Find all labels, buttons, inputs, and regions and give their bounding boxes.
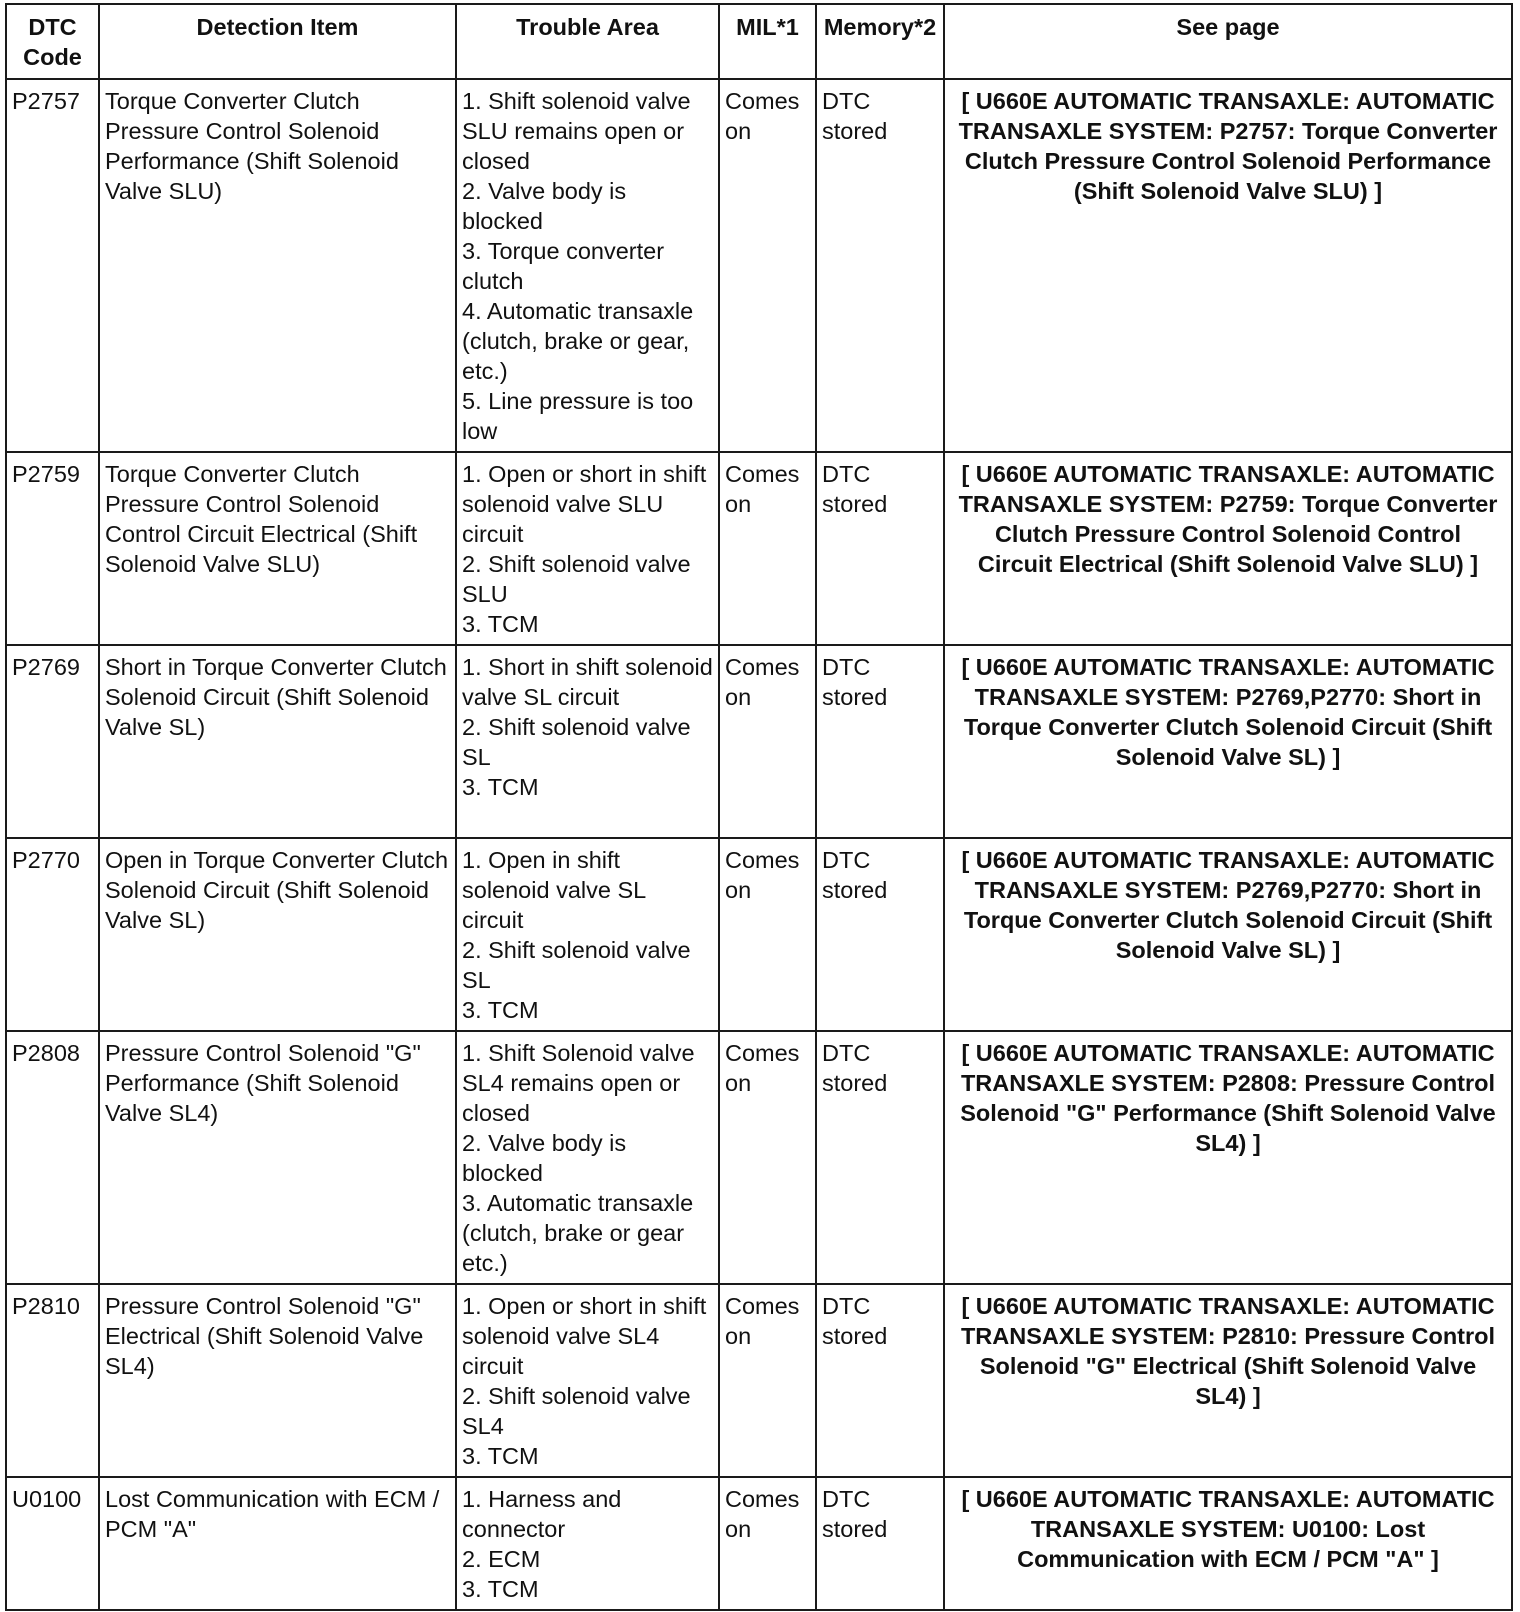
header-detection-item: Detection Item — [99, 4, 456, 79]
dtc-code-cell: P2757 — [6, 79, 99, 452]
dtc-code-cell: P2770 — [6, 838, 99, 1031]
trouble-area-line: 3. TCM — [462, 1443, 539, 1469]
trouble-area-line: 3. Automatic transaxle (clutch, brake or gear etc.) — [462, 1190, 694, 1276]
mil-cell: Comes on — [719, 1477, 816, 1610]
trouble-area-cell — [456, 1031, 719, 1284]
trouble-area-cell — [456, 645, 719, 838]
trouble-area-line: 1. Open in shift solenoid valve SL circuit — [462, 847, 646, 933]
table-row — [6, 645, 1512, 838]
detection-item-cell: Short in Torque Converter Clutch Solenoid Circuit (Shift Solenoid Valve SL) — [99, 645, 456, 838]
trouble-area-line: 4. Automatic transaxle (clutch, brake or gear, etc.) — [462, 298, 694, 384]
memory-cell: DTC stored — [816, 1284, 944, 1477]
dtc-code-cell: U0100 — [6, 1477, 99, 1610]
header-dtc-code: DTC Code — [6, 4, 99, 79]
mil-cell: Comes on — [719, 452, 816, 645]
detection-item-cell: Torque Converter Clutch Pressure Control Solenoid Performance (Shift Solenoid Valve SLU) — [99, 79, 456, 452]
trouble-area-cell — [456, 1477, 719, 1610]
see-page-link[interactable]: [ U660E AUTOMATIC TRANSAXLE: AUTOMATIC TRANSAXLE SYSTEM: U0100: Lost Communication with ECM / PCM "A" ] — [944, 1477, 1512, 1610]
dtc-code-cell: P2808 — [6, 1031, 99, 1284]
trouble-area-line: 2. Shift solenoid valve SL4 — [462, 1383, 691, 1439]
memory-cell: DTC stored — [816, 838, 944, 1031]
see-page-link[interactable]: [ U660E AUTOMATIC TRANSAXLE: AUTOMATIC TRANSAXLE SYSTEM: P2810: Pressure Control Solenoid "G" Electrical (Shift Solenoid Valve SL4) ] — [944, 1284, 1512, 1477]
detection-item-cell: Lost Communication with ECM / PCM "A" — [99, 1477, 456, 1610]
trouble-area-line: 1. Shift solenoid valve SLU remains open or closed — [462, 88, 691, 174]
trouble-area-line: 5. Line pressure is too low — [462, 388, 694, 444]
detection-item-cell: Pressure Control Solenoid "G" Performance (Shift Solenoid Valve SL4) — [99, 1031, 456, 1284]
trouble-area-line: 2. Shift solenoid valve SLU — [462, 551, 691, 607]
mil-cell: Comes on — [719, 645, 816, 838]
trouble-area-line: 1. Shift Solenoid valve SL4 remains open or closed — [462, 1040, 695, 1126]
trouble-area-line: 3. TCM — [462, 611, 539, 637]
see-page-link[interactable]: [ U660E AUTOMATIC TRANSAXLE: AUTOMATIC TRANSAXLE SYSTEM: P2757: Torque Converter Clutch Pressure Control Solenoid Performance (Shift Solenoid Valve SLU) ] — [944, 79, 1512, 452]
dtc-code-cell: P2759 — [6, 452, 99, 645]
table-row — [6, 838, 1512, 1031]
see-page-link[interactable]: [ U660E AUTOMATIC TRANSAXLE: AUTOMATIC TRANSAXLE SYSTEM: P2808: Pressure Control Solenoid "G" Performance (Shift Solenoid Valve SL4) ] — [944, 1031, 1512, 1284]
header-memory: Memory*2 — [816, 4, 944, 79]
dtc-code-cell: P2810 — [6, 1284, 99, 1477]
header-trouble-area: Trouble Area — [456, 4, 719, 79]
dtc-code-cell: P2769 — [6, 645, 99, 838]
trouble-area-line: 2. ECM — [462, 1546, 541, 1572]
mil-cell: Comes on — [719, 79, 816, 452]
table-row — [6, 1031, 1512, 1284]
trouble-area-line: 2. Shift solenoid valve SL — [462, 937, 691, 993]
see-page-link[interactable]: [ U660E AUTOMATIC TRANSAXLE: AUTOMATIC TRANSAXLE SYSTEM: P2759: Torque Converter Clutch Pressure Control Solenoid Control Circuit Electrical (Shift Solenoid Valve SLU) ] — [944, 452, 1512, 645]
detection-item-cell: Open in Torque Converter Clutch Solenoid Circuit (Shift Solenoid Valve SL) — [99, 838, 456, 1031]
trouble-area-line: 3. TCM — [462, 1576, 539, 1602]
detection-item-cell: Pressure Control Solenoid "G" Electrical (Shift Solenoid Valve SL4) — [99, 1284, 456, 1477]
memory-cell: DTC stored — [816, 79, 944, 452]
see-page-link[interactable]: [ U660E AUTOMATIC TRANSAXLE: AUTOMATIC TRANSAXLE SYSTEM: P2769,P2770: Short in Torque Converter Clutch Solenoid Circuit (Shift Solenoid Valve SL) ] — [944, 838, 1512, 1031]
trouble-area-line: 2. Valve body is blocked — [462, 178, 627, 234]
mil-cell: Comes on — [719, 838, 816, 1031]
see-page-link[interactable]: [ U660E AUTOMATIC TRANSAXLE: AUTOMATIC TRANSAXLE SYSTEM: P2769,P2770: Short in Torque Converter Clutch Solenoid Circuit (Shift Solenoid Valve SL) ] — [944, 645, 1512, 838]
table-row — [6, 79, 1512, 452]
table-row — [6, 452, 1512, 645]
trouble-area-line: 2. Shift solenoid valve SL — [462, 714, 691, 770]
table-row — [6, 1284, 1512, 1477]
trouble-area-cell — [456, 838, 719, 1031]
trouble-area-line: 1. Open or short in shift solenoid valve SL4 circuit — [462, 1293, 707, 1379]
trouble-area-line: 3. TCM — [462, 774, 539, 800]
trouble-area-cell — [456, 79, 719, 452]
header-mil: MIL*1 — [719, 4, 816, 79]
memory-cell: DTC stored — [816, 1477, 944, 1610]
memory-cell: DTC stored — [816, 452, 944, 645]
header-row — [6, 4, 1512, 79]
detection-item-cell: Torque Converter Clutch Pressure Control Solenoid Control Circuit Electrical (Shift Solenoid Valve SLU) — [99, 452, 456, 645]
trouble-area-line: 1. Harness and connector — [462, 1486, 622, 1542]
dtc-table — [5, 3, 1513, 1611]
memory-cell: DTC stored — [816, 645, 944, 838]
header-see-page: See page — [944, 4, 1512, 79]
trouble-area-line: 1. Open or short in shift solenoid valve SLU circuit — [462, 461, 707, 547]
trouble-area-line: 1. Short in shift solenoid valve SL circuit — [462, 654, 713, 710]
trouble-area-cell — [456, 1284, 719, 1477]
trouble-area-line: 2. Valve body is blocked — [462, 1130, 627, 1186]
memory-cell: DTC stored — [816, 1031, 944, 1284]
mil-cell: Comes on — [719, 1031, 816, 1284]
trouble-area-line: 3. Torque converter clutch — [462, 238, 665, 294]
trouble-area-cell — [456, 452, 719, 645]
table-row — [6, 1477, 1512, 1610]
trouble-area-line: 3. TCM — [462, 997, 539, 1023]
mil-cell: Comes on — [719, 1284, 816, 1477]
